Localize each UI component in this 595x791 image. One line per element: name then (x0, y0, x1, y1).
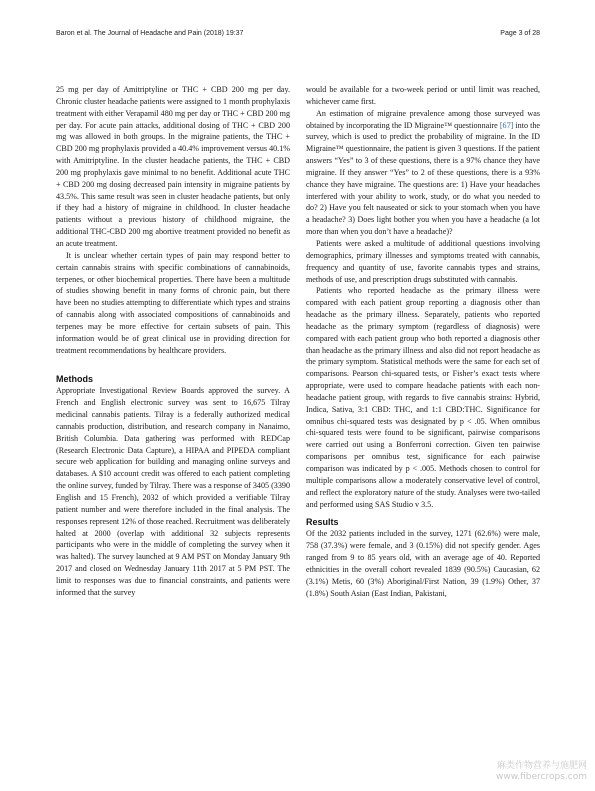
left-column (56, 84, 290, 599)
results-heading: Results (306, 517, 339, 528)
paragraph-results-demographics: Of the 2032 patients included in the survey, 1271 (62.6%) were male, 758 (37.3%) were female, and 3 (0.15%) did not specify gender. Ages ranged from 9 to 85 years old, with an average age of 40. Reported ethnicities in the overall cohort revealed 1839 (90.5%) Caucasian, 62 (3.1%) Metis, 60 (3%) Aboriginal/First Nation, 39 (1.9%) Other, 37 (1.8%) South Asian (East Indian, Pakistani, (306, 529, 540, 598)
citation-link[interactable]: [67] (499, 120, 514, 130)
running-header (56, 30, 540, 44)
paragraph-methods-survey: Appropriate Investigational Review Boards approved the survey. A French and English electronic survey was sent to 16,675 Tilray medicinal cannabis patients. Tilray is a federally authorized medical cannabis production, distribution, and research company in Nanaimo, British Columbia. Data gathering was performed with REDCap (Research Electronic Data Capture), a HIPAA and PIPEDA compliant secure web application for building and managing online surveys and databases. A $10 account credit was offered to each patient completing the online survey, funded by Tilray. There was a response of 3405 (3390 English and 15 French), 2032 of which provided a verifiable Tilray patient number and were therefore included in the final analysis. The responses represent 12% of those reached. Recruitment was deliberately halted at 2000 (overlap with additional 32 subjects represents participants who were in the middle of completing the survey when it was halted). The survey launched at 9 AM PST on Monday January 9th 2017 and closed on Wednesday January 11th 2017 at 5 PM PST. The limit to responses was due to financial constraints, and patients were informed that the survey (56, 386, 290, 597)
page-number: Page 3 of 28 (500, 30, 540, 37)
journal-citation: Baron et al. The Journal of Headache and Pain (2018) 19:37 (56, 30, 244, 37)
paragraph-additional-questions: Patients were asked a multitude of additional questions involving demographics, primary illnesses and symptoms treated with cannabis, frequency and quantity of use, favorite cannabis types and strains, methods of use, and prescription drugs substituted with cannabis. (306, 238, 540, 284)
watermark (496, 761, 587, 783)
id-migraine-text-b: into the survey, which is used to predict the probability of migraine. In the ID Migraine™ questionnaire, the patient is given 3 questions. If the patient answers “Yes” to 3 of these questions, there is a 97% chance they have migraine. If they answer “Yes” to 2 of these questions, there is a 93% chance they have migraine. The questions are: 1) Have your headaches interfered with your ability to work, study, or do what you needed to do? 2) Have you felt nauseated or sick to your stomach when you have a headache? 3) Does light bother you when you have a headache (a lot more than when you don’t have a headache)? (306, 120, 540, 237)
watermark-line-1: 麻类作物营养与施肥网 (496, 761, 587, 771)
watermark-line-2: www.fibercrops.com (496, 772, 587, 782)
paragraph-id-migraine (306, 108, 540, 238)
section-gap (56, 356, 290, 373)
paragraph-cannabis-strains: It is unclear whether certain types of pain may respond better to certain cannabis strains with specific combinations of cannabinoids, terpenes, or other biochemical properties. There have been a multitude of studies showing benefit in many forms of chronic pain, but there have been no studies attempting to differentiate which types and strains of cannabis along with associated compositions of cannabinoids and terpenes may be more effective for certain subsets of pain. This information would be of great clinical use in providing direction for treatment recommendations by healthcare providers. (56, 250, 290, 355)
methods-heading: Methods (56, 374, 93, 385)
id-migraine-text-a: An estimation of migraine prevalence among those surveyed was obtained by incorporating the ID Migraine™ questionnaire (306, 108, 540, 130)
right-column (306, 84, 540, 599)
paragraph-survey-period: would be available for a two-week period or until limit was reached, whichever came first. (306, 85, 540, 106)
paragraph-continued: 25 mg per day of Amitriptyline or THC + CBD 200 mg per day. Chronic cluster headache patients were assigned to 1 month prophylaxis treatment with either Verapamil 480 mg per day or THC + CBD 200 mg per day. For acute pain attacks, additional dosing of THC + CBD 200 mg was allowed in both groups. In the migraine patients, the THC + CBD 200 mg prophylaxis provided a 40.4% improvement versus 40.1% with Amitriptyline. In the cluster headache patients, the THC + CBD 200 mg prophylaxis gave minimal to no benefit. Additional acute THC + CBD 200 mg dosing decreased pain intensity in migraine patients by 43.5%. This same result was seen in cluster headache patients, but only if they had a history of migraine in childhood. In cluster headache patients without a previous history of childhood migraine, the additional THC-CBD 200 mg abortive treatment provided no benefit as an acute treatment. (56, 85, 290, 248)
paragraph-statistical-methods: Patients who reported headache as the primary illness were compared with each patient group reporting a diagnosis other than headache as the primary illness. Separately, patients who reported headache as the primary symptom (regardless of diagnosis) were compared with each patient group who both reported a diagnosis other than headache as the primary illness and also did not report headache as the primary symptom. Statistical methods were the same for each set of comparisons. Pearson chi-squared tests, or Fisher’s exact tests where appropriate, were used to compare headache patients with each non-headache patient group, with regards to five cannabis strains: Hybrid, Indica, Sativa, 3:1 CBD: THC, and 1:1 CBD:THC. Significance for omnibus chi-squared tests was designated by p < .05. When omnibus chi-squared tests were found to be significant, pairwise comparisons were carried out using a Bonferroni correction. Given ten pairwise comparisons per omnibus test, significance for each pairwise comparison was indicated by p < .005. Methods chosen to control for multiple comparisons allow a moderately conservative level of control, and reflect the exploratory nature of the study. Analyses were two-tailed and performed using SAS Studio v 3.5. (306, 286, 540, 509)
